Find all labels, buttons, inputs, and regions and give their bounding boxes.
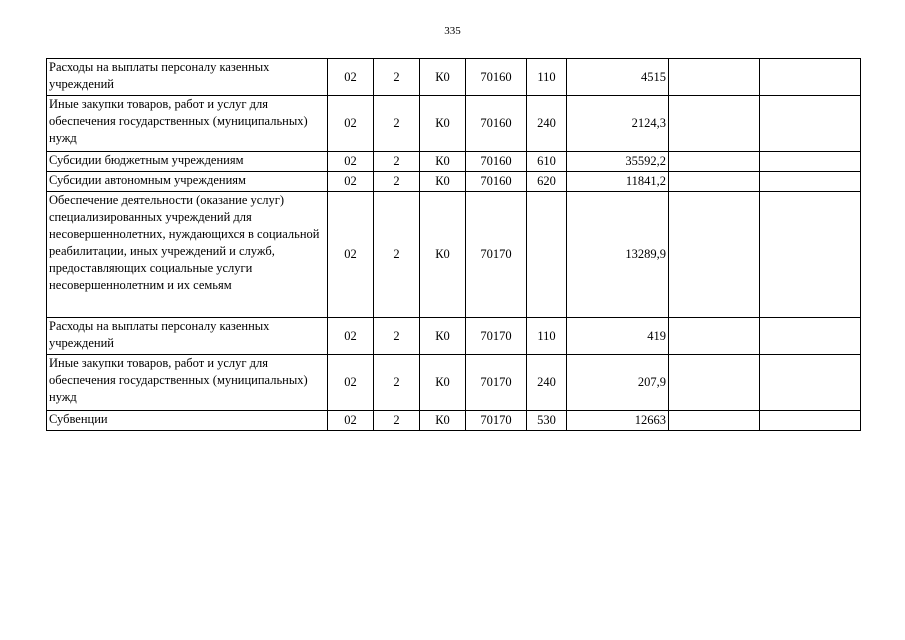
empty-cell: [669, 192, 760, 318]
subsection-code: 2: [374, 411, 420, 431]
amount: 35592,2: [567, 152, 669, 172]
subsection-code: 2: [374, 152, 420, 172]
empty-cell: [669, 411, 760, 431]
amount: 13289,9: [567, 192, 669, 318]
amount: 12663: [567, 411, 669, 431]
program-code: К0: [420, 172, 466, 192]
program-code: К0: [420, 192, 466, 318]
table-row: [47, 152, 861, 172]
expense-kind-code: 110: [527, 59, 567, 96]
expense-name: Иные закупки товаров, работ и услуг для обеспечения государственных (муниципальных) нужд: [47, 96, 328, 152]
program-code: К0: [420, 96, 466, 152]
table-row: [47, 96, 861, 152]
budget-table: [46, 58, 861, 431]
expense-kind-code: 610: [527, 152, 567, 172]
expense-kind-code: 110: [527, 318, 567, 355]
subsection-code: 2: [374, 355, 420, 411]
empty-cell: [669, 318, 760, 355]
subsection-code: 2: [374, 172, 420, 192]
table-row: [47, 355, 861, 411]
expense-name: Обеспечение деятельности (оказание услуг) специализированных учреждений для несовершеннолетних, нуждающихся в социальной реабилитации, иных учреждений и служб, предоставляющих социальные услуги несовершеннолетним и их семьям: [47, 192, 328, 318]
empty-cell: [669, 152, 760, 172]
section-code: 02: [328, 411, 374, 431]
program-code: К0: [420, 318, 466, 355]
target-code: 70160: [466, 59, 527, 96]
program-code: К0: [420, 411, 466, 431]
expense-name: Расходы на выплаты персоналу казенных учреждений: [47, 318, 328, 355]
empty-cell: [669, 59, 760, 96]
section-code: 02: [328, 152, 374, 172]
expense-kind-code: 240: [527, 355, 567, 411]
program-code: К0: [420, 152, 466, 172]
empty-cell: [760, 318, 861, 355]
empty-cell: [669, 96, 760, 152]
section-code: 02: [328, 59, 374, 96]
expense-kind-code: [527, 192, 567, 318]
expense-kind-code: 620: [527, 172, 567, 192]
empty-cell: [760, 355, 861, 411]
expense-name: Иные закупки товаров, работ и услуг для обеспечения государственных (муниципальных) нужд: [47, 355, 328, 411]
target-code: 70170: [466, 318, 527, 355]
empty-cell: [669, 172, 760, 192]
empty-cell: [760, 59, 861, 96]
page-number: 335: [444, 25, 461, 37]
program-code: К0: [420, 59, 466, 96]
target-code: 70170: [466, 192, 527, 318]
amount: 2124,3: [567, 96, 669, 152]
amount: 4515: [567, 59, 669, 96]
target-code: 70160: [466, 152, 527, 172]
table-row: [47, 192, 861, 318]
empty-cell: [760, 192, 861, 318]
empty-cell: [669, 355, 760, 411]
table-row: [47, 172, 861, 192]
amount: 11841,2: [567, 172, 669, 192]
expense-name: Субсидии автономным учреждениям: [47, 172, 328, 192]
empty-cell: [760, 411, 861, 431]
amount: 419: [567, 318, 669, 355]
subsection-code: 2: [374, 96, 420, 152]
empty-cell: [760, 96, 861, 152]
table-row: [47, 411, 861, 431]
empty-cell: [760, 172, 861, 192]
target-code: 70160: [466, 96, 527, 152]
target-code: 70170: [466, 411, 527, 431]
expense-kind-code: 240: [527, 96, 567, 152]
section-code: 02: [328, 96, 374, 152]
table-row: [47, 59, 861, 96]
expense-name: Субсидии бюджетным учреждениям: [47, 152, 328, 172]
expense-kind-code: 530: [527, 411, 567, 431]
subsection-code: 2: [374, 59, 420, 96]
expense-name: Субвенции: [47, 411, 328, 431]
amount: 207,9: [567, 355, 669, 411]
expense-name: Расходы на выплаты персоналу казенных учреждений: [47, 59, 328, 96]
section-code: 02: [328, 192, 374, 318]
section-code: 02: [328, 355, 374, 411]
target-code: 70160: [466, 172, 527, 192]
program-code: К0: [420, 355, 466, 411]
target-code: 70170: [466, 355, 527, 411]
subsection-code: 2: [374, 192, 420, 318]
section-code: 02: [328, 172, 374, 192]
empty-cell: [760, 152, 861, 172]
table-row: [47, 318, 861, 355]
section-code: 02: [328, 318, 374, 355]
subsection-code: 2: [374, 318, 420, 355]
